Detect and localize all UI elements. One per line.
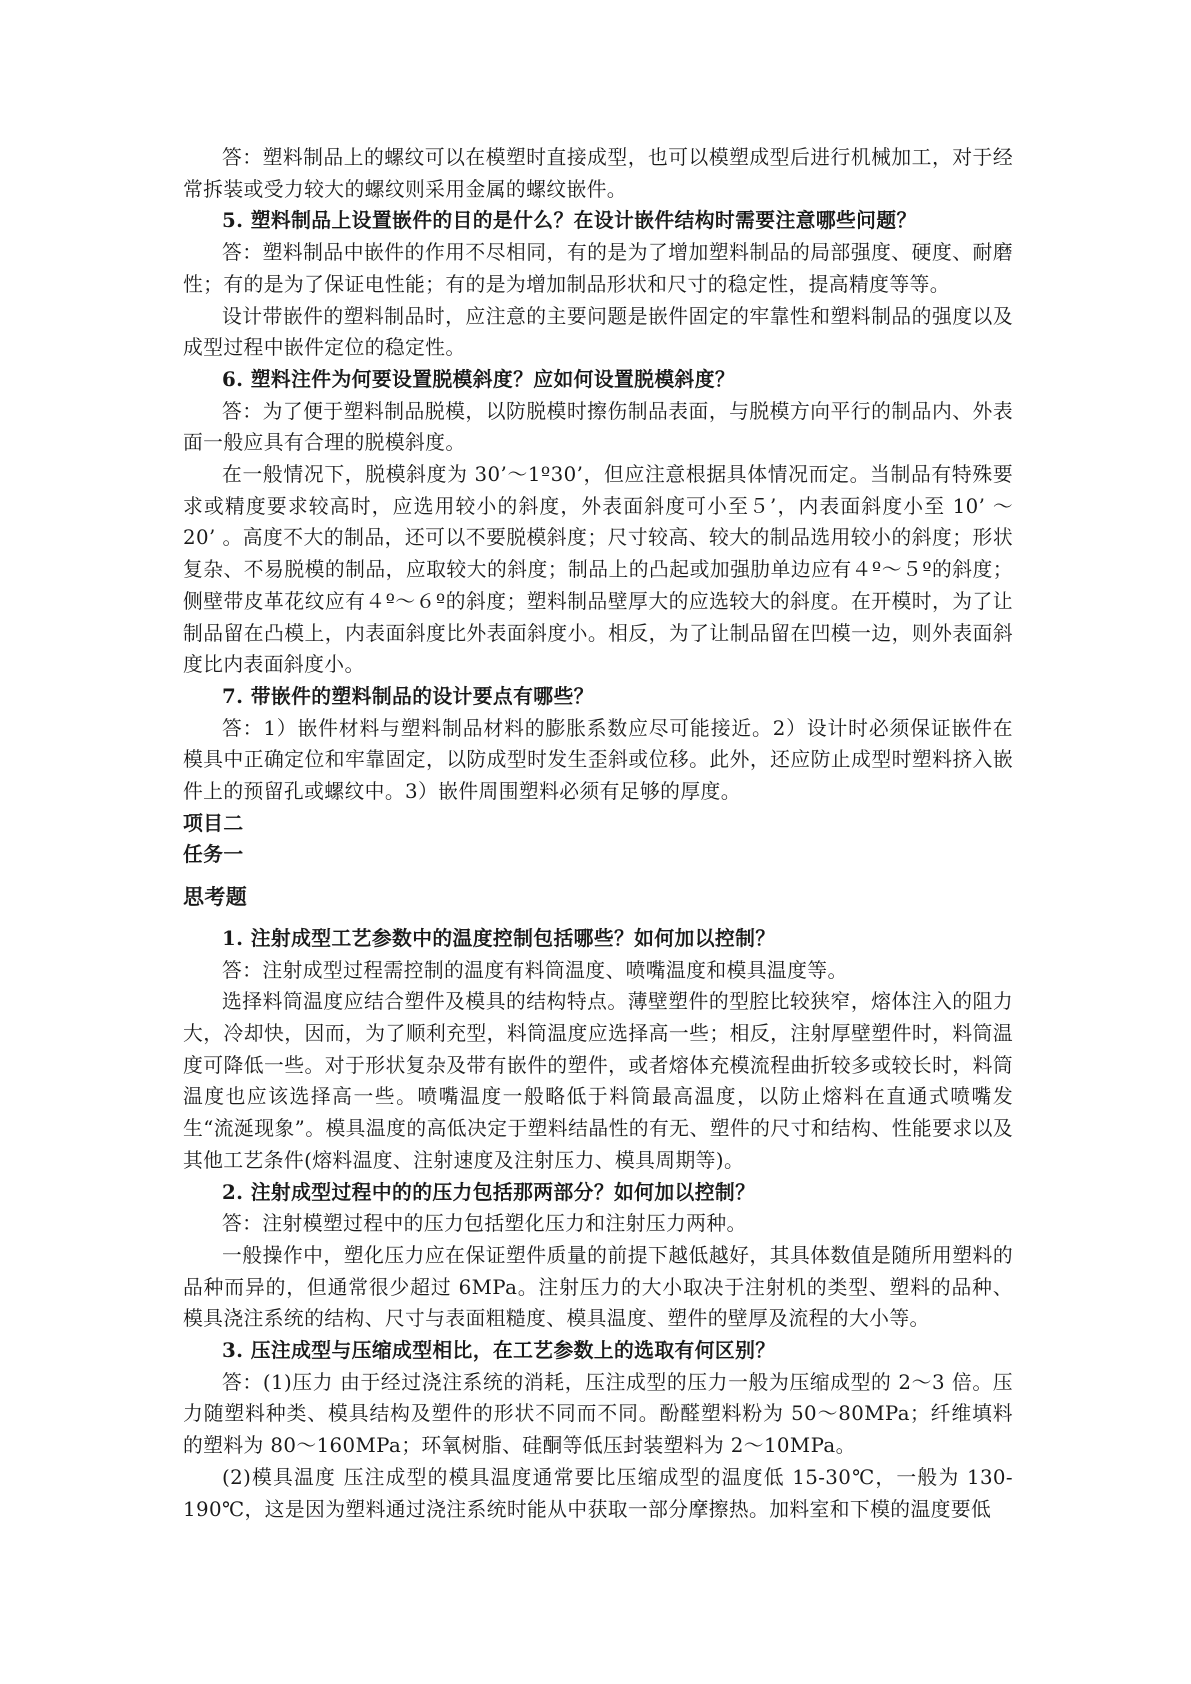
question-heading: 1. 注射成型工艺参数中的温度控制包括哪些？如何加以控制？ (222, 925, 776, 950)
spacer (183, 871, 1013, 881)
question-heading: 6. 塑料注件为何要设置脱模斜度？应如何设置脱模斜度？ (222, 366, 736, 391)
answer-paragraph: 答：注射模塑过程中的压力包括塑化压力和注射压力两种。 (222, 1212, 747, 1236)
question-heading: 2. 注射成型过程中的的压力包括那两部分？如何加以控制？ (222, 1179, 756, 1204)
subsection-heading: 任务一 (183, 842, 244, 867)
answer-paragraph: 答：塑料制品上的螺纹可以在模塑时直接成型，也可以模塑成型后进行机械加工，对于经常拆装或受力较大的螺纹则采用金属的螺纹嵌件。 (183, 146, 1013, 201)
question-heading: 7. 带嵌件的塑料制品的设计要点有哪些？ (222, 683, 594, 708)
answer-paragraph: 答：为了便于塑料制品脱模，以防脱模时擦伤制品表面，与脱模方向平行的制品内、外表面一般应具有合理的脱模斜度。 (183, 399, 1013, 455)
answer-paragraph: (2)模具温度 压注成型的模具温度通常要比压缩成型的温度低 15-30℃，一般为 130-190℃，这是因为塑料通过浇注系统时能从中获取一部分摩擦热。加料室和下模的温度要低 (183, 1465, 1013, 1521)
answer-paragraph: 设计带嵌件的塑料制品时，应注意的主要问题是嵌件固定的牢靠性和塑料制品的强度以及成型过程中嵌件定位的稳定性。 (183, 304, 1013, 360)
document-page (183, 142, 1013, 1525)
section-heading: 项目二 (183, 810, 244, 835)
answer-paragraph: 答：(1)压力 由于经过浇注系统的消耗，压注成型的压力一般为压缩成型的 2～3 倍。压力随塑料种类、模具结构及塑件的形状不同而不同。酚醛塑料粉为 50～80MPa；纤维填料的塑料为 80～160MPa；环氧树脂、硅酮等低压封装塑料为 2～10MPa。 (183, 1370, 1013, 1458)
question-heading: 3. 压注成型与压缩成型相比，在工艺参数上的选取有何区别？ (222, 1338, 776, 1363)
answer-paragraph: 答：1）嵌件材料与塑料制品材料的膨胀系数应尽可能接近。2）设计时必须保证嵌件在模具中正确定位和牢靠固定，以防成型时发生歪斜或位移。此外，还应防止成型时塑料挤入嵌件上的预留孔或螺纹中。3）嵌件周围塑料必须有足够的厚度。 (183, 716, 1013, 804)
answer-paragraph: 答：塑料制品中嵌件的作用不尽相同，有的是为了增加塑料制品的局部强度、硬度、耐磨性；有的是为了保证电性能；有的是为增加制品形状和尺寸的稳定性，提高精度等等。 (183, 241, 1013, 296)
question-heading: 5. 塑料制品上设置嵌件的目的是什么？在设计嵌件结构时需要注意哪些问题？ (222, 208, 917, 233)
answer-paragraph: 在一般情况下，脱模斜度为 30’～1º30’，但应注意根据具体情况而定。当制品有特殊要求或精度要求较高时，应选用较小的斜度，外表面斜度可小至５’，内表面斜度小至 10’ ～20’ 。高度不大的制品，还可以不要脱模斜度；尺寸较高、较大的制品选用较小的斜度；形状复杂、不易脱模的制品，应取较大的斜度；制品上的凸起或加强肋单边应有４º～５º的斜度；侧壁带皮革花纹应有４º～６º的斜度；塑料制品壁厚大的应选较大的斜度。在开模时，为了让制品留在凸模上，内表面斜度比外表面斜度小。相反，为了让制品留在凹模一边，则外表面斜度比内表面斜度小。 (183, 463, 1013, 677)
spacer (183, 913, 1013, 923)
answer-paragraph: 选择料筒温度应结合塑件及模具的结构特点。薄壁塑件的型腔比较狭窄，熔体注入的阻力大，冷却快，因而，为了顺利充型，料筒温度应选择高一些；相反，注射厚壁塑件时，料筒温度可降低一些。对于形状复杂及带有嵌件的塑件，或者熔体充模流程曲折较多或较长时，料筒温度也应该选择高一些。喷嘴温度一般略低于料筒最高温度，以防止熔料在直通式喷嘴发生“流涎现象”。模具温度的高低决定于塑料结晶性的有无、塑件的尺寸和结构、性能要求以及其他工艺条件(熔料温度、注射速度及注射压力、模具周期等)。 (183, 990, 1013, 1172)
exercise-heading: 思考题 (183, 884, 248, 910)
answer-paragraph: 一般操作中，塑化压力应在保证塑件质量的前提下越低越好，其具体数值是随所用塑料的品种而异的，但通常很少超过 6MPa。注射压力的大小取决于注射机的类型、塑料的品种、模具浇注系统的结构、尺寸与表面粗糙度、模具温度、塑件的壁厚及流程的大小等。 (183, 1243, 1013, 1331)
answer-paragraph: 答：注射成型过程需控制的温度有料筒温度、喷嘴温度和模具温度等。 (222, 958, 848, 982)
